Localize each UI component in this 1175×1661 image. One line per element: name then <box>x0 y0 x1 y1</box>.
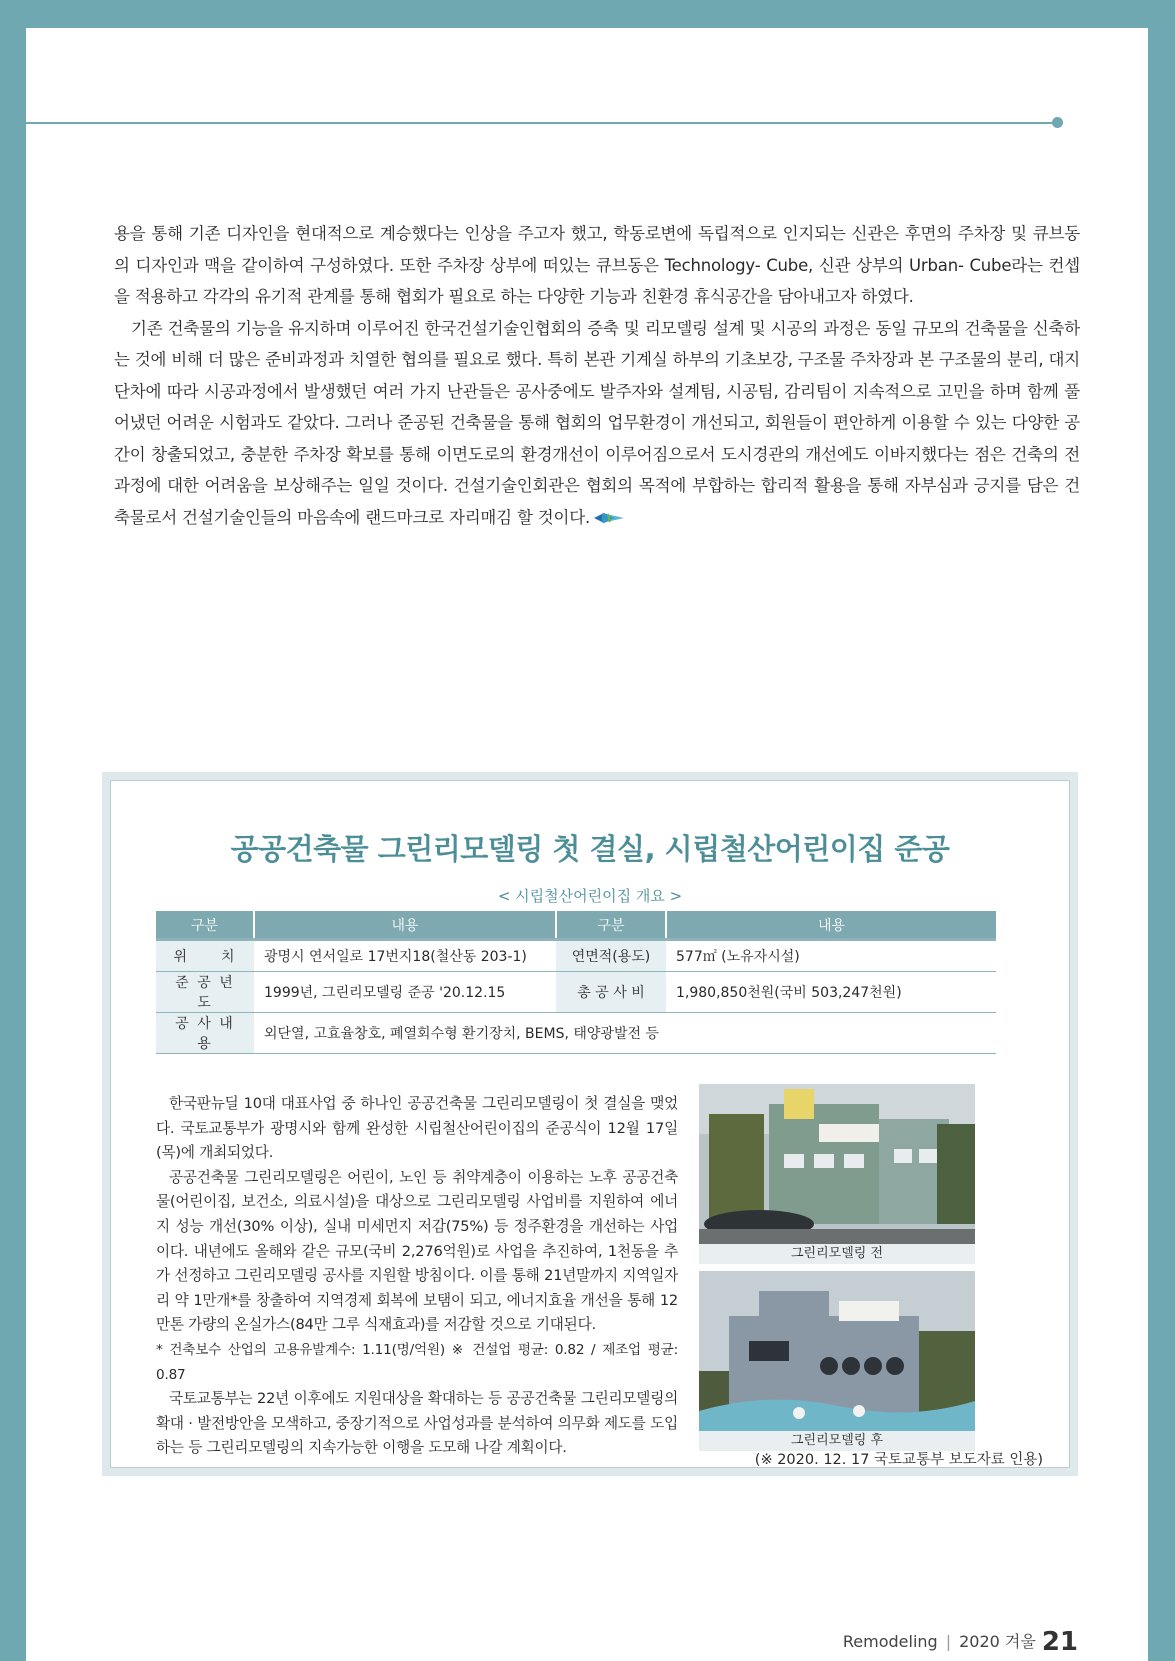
table-header-row <box>156 911 996 940</box>
body-paragraph <box>114 313 1080 534</box>
table-header: 구분 <box>556 911 666 940</box>
article-footnote: * 건축보수 산업의 고용유발계수: 1.11(명/억원) ※ 건설업 평균: 0.82 / 제조업 평균: 0.87 <box>156 1341 678 1383</box>
table-cell-label: 준 공 년 도 <box>156 972 254 1013</box>
article-paragraph: 공공건축물 그린리모델링은 어린이, 노인 등 취약계층이 이용하는 노후 공공건축물(어린이집, 보건소, 의료시설)을 대상으로 그린리모델링 사업비를 지원하여 에너지 성능 개선(30% 이상), 실내 미세먼지 저감(75%) 등 정주환경을 개선하는 사업이다. 내년에도 올해와 같은 규모(국비 2,276억원)로 사업을 추진하여, 1천동을 추가 선정하고 그린리모델링 공사를 지원할 방침이다. 이를 통해 21년말까지 지역일자리 약 1만개*를 창출하여 지역경제 회복에 보탬이 되고, 에너지효율 개선을 통해 12만톤 가량의 온실가스(84만 그루 식재효과)를 저감할 것으로 기대된다. <box>156 1168 678 1334</box>
table-row <box>156 940 996 972</box>
building-after-image-icon <box>699 1271 975 1431</box>
page-footer <box>843 1627 1078 1657</box>
info-box-inner <box>110 780 1070 1468</box>
table-row <box>156 972 996 1013</box>
table-cell: 1,980,850천원(국비 503,247천원) <box>666 972 996 1013</box>
article-paragraph: 국토교통부는 22년 이후에도 지원대상을 확대하는 등 공공건축물 그린리모델링의 확대 · 발전방안을 모색하고, 중장기적으로 사업성과를 분석하여 의무화 제도를 도입하는 등 그린리모델링의 지속가능한 이행을 도모해 나갈 계획이다. <box>156 1390 678 1457</box>
source-note: (※ 2020. 12. 17 국토교통부 보도자료 인용) <box>754 1452 1043 1468</box>
overview-table <box>156 911 996 1054</box>
page <box>26 28 1148 1661</box>
photo-after-caption: 그린리모델링 후 <box>699 1431 975 1451</box>
kocea-logo-icon <box>592 511 626 525</box>
photo-after <box>699 1271 975 1431</box>
page-number: 21 <box>1041 1627 1078 1657</box>
table-row <box>156 1013 996 1054</box>
building-before-image-icon <box>699 1084 975 1244</box>
table-header: 내용 <box>254 911 556 940</box>
photo-before <box>699 1084 975 1244</box>
info-box-title: 공공건축물 그린리모델링 첫 결실, 시립철산어린이집 준공 <box>230 832 950 866</box>
body-text <box>114 218 1080 533</box>
table-header: 내용 <box>666 911 996 940</box>
article-paragraph: 한국판뉴딜 10대 대표사업 중 하나인 공공건축물 그린리모델링이 첫 결실을 맺었다. 국토교통부가 광명시와 함께 완성한 시립철산어린이집의 준공식이 12월 17일(목)에 개최되었다. <box>156 1095 678 1162</box>
table-cell-label: 총 공 사 비 <box>556 972 666 1013</box>
table-cell: 577㎡ (노유자시설) <box>666 940 996 972</box>
article-text <box>156 1092 678 1461</box>
body-paragraph: 용을 통해 기존 디자인을 현대적으로 계승했다는 인상을 주고자 했고, 학동로변에 독립적으로 인지되는 신관은 후면의 주차장 및 큐브동의 디자인과 맥을 같이하여 구성하였다. 또한 주차장 상부에 떠있는 큐브동은 Technology- Cube, 신관 상부의 Urban- Cube라는 컨셉을 적용하고 각각의 유기적 관계를 통해 협회가 필요로 하는 다양한 기능과 친환경 휴식공간을 담아내고자 하였다. <box>114 224 1080 306</box>
issue-label: 2020 겨울 <box>959 1632 1036 1651</box>
body-paragraph-text: 기존 건축물의 기능을 유지하며 이루어진 한국건설기술인협회의 증축 및 리모델링 설계 및 시공의 과정은 동일 규모의 건축물을 신축하는 것에 비해 더 많은 준비과정과 치열한 협의를 필요로 했다. 특히 본관 기계실 하부의 기초보강, 구조물 주차장과 본 구조물의 분리, 대지 단차에 따라 시공과정에서 발생했던 여러 가지 난관들은 공사중에도 발주자와 설계팀, 시공팀, 감리팀이 지속적으로 고민을 하며 함께 풀어냈던 어려운 시험과도 같았다. 그러나 준공된 건축물을 통해 협회의 업무환경이 개선되고, 회원들이 편안하게 이용할 수 있는 다양한 공간이 창출되었고, 충분한 주차장 확보를 통해 이면도로의 환경개선이 이루어짐으로서 도시경관의 개선에도 이바지했다는 점은 건축의 전 과정에 대한 어려움을 보상해주는 일일 것이다. 건설기술인회관은 협회의 목적에 부합하는 합리적 활용을 통해 자부심과 긍지를 담은 건축물로서 건설기술인들의 마음속에 랜드마크로 자리매김 할 것이다. <box>114 318 1080 527</box>
magazine-name: Remodeling <box>842 1632 938 1651</box>
header-rule <box>26 122 1056 124</box>
table-cell-label: 위 치 <box>156 940 254 972</box>
table-caption: < 시립철산어린이집 개요 > <box>497 887 683 905</box>
photo-before-caption: 그린리모델링 전 <box>699 1244 975 1264</box>
table-cell: 외단열, 고효율창호, 폐열회수형 환기장치, BEMS, 태양광발전 등 <box>254 1013 996 1054</box>
table-cell-label: 공 사 내 용 <box>156 1013 254 1054</box>
info-box <box>102 772 1078 1476</box>
table-header: 구분 <box>156 911 254 940</box>
table-cell-label: 연면적(용도) <box>556 940 666 972</box>
header-dot <box>1052 117 1063 128</box>
table-cell: 광명시 연서일로 17번지18(철산동 203-1) <box>254 940 556 972</box>
table-cell: 1999년, 그린리모델링 준공 '20.12.15 <box>254 972 556 1013</box>
footer-separator: | <box>945 1632 952 1651</box>
